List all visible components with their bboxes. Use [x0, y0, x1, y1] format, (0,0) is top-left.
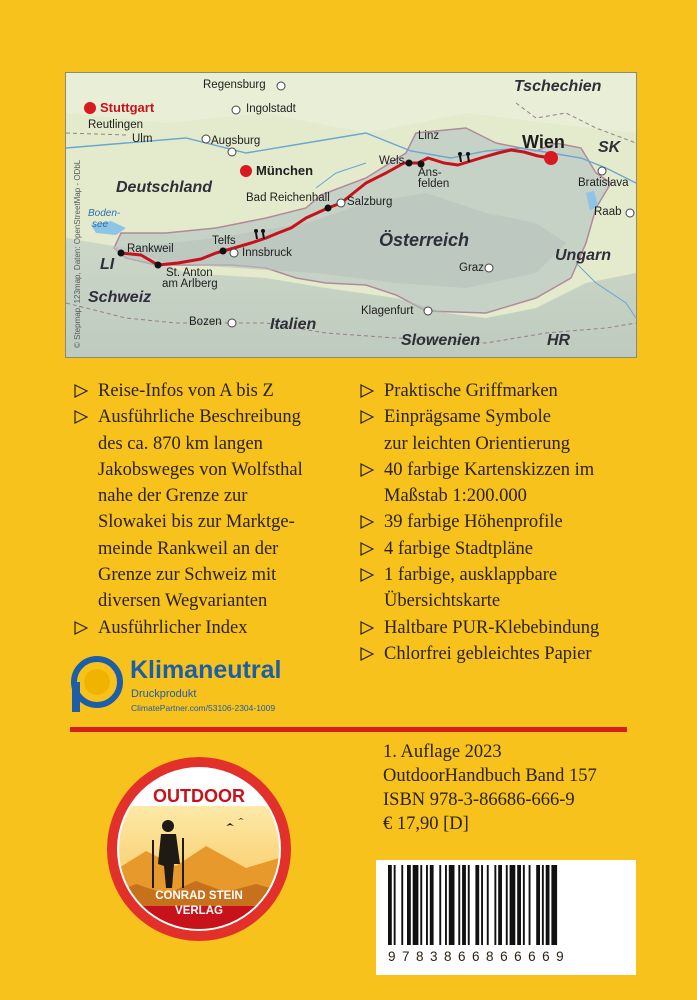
klimaneutral-subtitle: Druckprodukt: [131, 688, 197, 700]
feature-text: Reise-Infos von A bis Z: [98, 381, 274, 401]
barcode-bar: [420, 865, 422, 945]
badge-outdoor-label: OUTDOOR: [153, 786, 245, 806]
feature-item: [358, 615, 658, 641]
feature-text: Einprägsame Symbole: [384, 407, 551, 428]
feature-text: Haltbare PUR-Klebebindung: [384, 617, 600, 638]
feature-text: 39 farbige Höhenprofile: [384, 512, 563, 533]
country-ungarn: Ungarn: [555, 247, 611, 264]
barcode-bar: [449, 865, 455, 945]
triangle-bullet-icon: [74, 621, 88, 635]
triangle-bullet-icon: [74, 384, 88, 398]
triangle-bullet-icon: [360, 621, 374, 635]
barcode-bar: [494, 865, 496, 945]
feature-item: [358, 536, 658, 562]
feature-text: Chlorfrei gebleichtes Papier: [384, 643, 592, 664]
barcode-bar: [510, 865, 516, 945]
features-right: [358, 378, 658, 667]
publication-info: [383, 740, 597, 836]
feature-text: nahe der Grenze zur: [98, 486, 248, 507]
city-klagenfurt: Klagenfurt: [361, 305, 414, 317]
country-schweiz: Schweiz: [88, 289, 152, 306]
city-linz: Linz: [418, 130, 440, 142]
barcode-bar: [529, 865, 531, 945]
feature-item: [72, 378, 344, 404]
city-augsburg: Augsburg: [211, 135, 261, 147]
klimaneutral-url: ClimatePartner.com/53106-2304-1009: [131, 703, 276, 713]
barcode-bar: [407, 865, 411, 945]
feature-text: 4 farbige Stadtpläne: [384, 538, 533, 559]
barcode-bar: [413, 865, 419, 945]
feature-text: Praktische Griffmarken: [384, 381, 558, 401]
barcode-bar: [498, 865, 502, 945]
country-slowenien: Slowenien: [401, 332, 481, 349]
feature-item: [72, 404, 344, 614]
country-oesterreich: Österreich: [379, 230, 470, 250]
feature-text: 1 farbige, ausklappbare: [384, 565, 558, 586]
feature-text: Slowakei bis zur Marktge-: [98, 512, 295, 533]
city-raab: Raab: [594, 206, 622, 218]
triangle-bullet-icon: [74, 410, 88, 424]
feature-text: zur leichten Orientierung: [384, 433, 570, 454]
city-bratislava: Bratislava: [578, 177, 629, 189]
feature-text: des ca. 870 km langen: [98, 433, 263, 454]
feature-item: [358, 509, 658, 535]
city-st-anton-2: am Arlberg: [162, 278, 218, 290]
triangle-bullet-icon: [360, 384, 374, 398]
barcode-bar: [523, 865, 525, 945]
barcode-bar: [445, 865, 447, 945]
city-reutlingen: Reutlingen: [88, 119, 143, 131]
triangle-bullet-icon: [360, 463, 374, 477]
triangle-bullet-icon: [360, 542, 374, 556]
country-hr: HR: [547, 332, 571, 349]
city-muenchen: München: [256, 163, 314, 178]
city-regensburg: Regensburg: [203, 79, 266, 91]
city-telfs: Telfs: [212, 235, 236, 247]
barcode-bar: [462, 865, 466, 945]
feature-item: [358, 641, 658, 667]
feature-text: Jakobsweges von Wolfsthal: [98, 459, 303, 480]
barcode-bar: [475, 865, 479, 945]
feature-text: Maßstab 1:200.000: [384, 486, 527, 507]
barcode-bar: [426, 865, 428, 945]
feature-text: diversen Wegvarianten: [98, 591, 268, 612]
price: € 17,90 [D]: [383, 814, 469, 834]
city-ingolstadt: Ingolstadt: [246, 103, 296, 115]
feature-text: Übersichtskarte: [384, 591, 501, 612]
city-bad-reichenhall: Bad Reichenhall: [246, 192, 330, 204]
city-salzburg: Salzburg: [347, 196, 393, 208]
barcode-bar: [506, 865, 508, 945]
divider-line: [70, 727, 627, 732]
barcode-bar: [551, 865, 557, 945]
barcode-bar: [388, 865, 392, 945]
country-deutschland: Deutschland: [116, 179, 213, 196]
barcode-bar: [439, 865, 441, 945]
city-graz: Graz: [459, 262, 484, 274]
city-bozen: Bozen: [189, 316, 222, 328]
feature-text: Ausführlicher Index: [98, 617, 248, 638]
barcode-bar: [430, 865, 434, 945]
city-rankweil: Rankweil: [127, 243, 174, 255]
country-italien: Italien: [270, 316, 317, 333]
triangle-bullet-icon: [360, 410, 374, 424]
feature-text: 40 farbige Kartenskizzen im: [384, 459, 595, 480]
city-innsbruck: Innsbruck: [242, 247, 292, 259]
barcode-bar: [517, 865, 521, 945]
feature-item: [72, 615, 344, 641]
city-wien: Wien: [522, 132, 565, 152]
badge-publisher-line1: CONRAD STEIN: [155, 890, 243, 902]
city-ansfelden-2: felden: [418, 178, 450, 190]
country-li: LI: [100, 256, 115, 273]
lake-bodensee-1: Boden-: [88, 208, 121, 219]
series: OutdoorHandbuch Band 157: [383, 766, 597, 786]
barcode-bar: [394, 865, 396, 945]
city-ansfelden-1: Ans-: [418, 167, 442, 179]
features-left: [72, 378, 344, 641]
barcode-bar: [458, 865, 460, 945]
barcode-bar: [481, 865, 483, 945]
route-map: [65, 72, 637, 358]
country-sk: SK: [598, 139, 621, 156]
edition: 1. Auflage 2023: [383, 742, 502, 762]
barcode-bar: [487, 865, 489, 945]
feature-text: meinde Rankweil an der: [98, 538, 279, 559]
city-ulm: Ulm: [132, 133, 153, 145]
map-credit: © Stepmap, 123map, Daten: OpenStreetMap - ODbL: [73, 159, 82, 348]
feature-text: Ausführliche Beschreibung: [98, 407, 301, 428]
triangle-bullet-icon: [360, 515, 374, 529]
feature-item: [358, 457, 658, 510]
isbn: ISBN 978-3-86686-666-9: [383, 790, 575, 810]
feature-text: Grenze zur Schweiz mit: [98, 565, 277, 586]
barcode-bar: [546, 865, 550, 945]
triangle-bullet-icon: [360, 568, 374, 582]
climate-partner-icon: [72, 659, 120, 712]
klimaneutral-title: Klimaneutral: [130, 656, 282, 684]
barcode-bar: [542, 865, 544, 945]
city-st-anton-1: St. Anton: [166, 267, 213, 279]
lake-bodensee-2: see: [92, 219, 109, 230]
city-stuttgart: Stuttgart: [100, 100, 155, 115]
badge-publisher-line2: VERLAG: [175, 905, 223, 917]
barcode-bar: [468, 865, 470, 945]
feature-item: [358, 404, 658, 457]
map-background: [66, 73, 636, 357]
feature-item: [358, 562, 658, 615]
country-tschechien: Tschechien: [514, 78, 602, 95]
barcode-digits: 9783866866669: [388, 949, 571, 964]
barcode-bar: [536, 865, 540, 945]
barcode-bar: [401, 865, 403, 945]
city-wels: Wels: [379, 155, 405, 167]
feature-item: [358, 378, 658, 404]
